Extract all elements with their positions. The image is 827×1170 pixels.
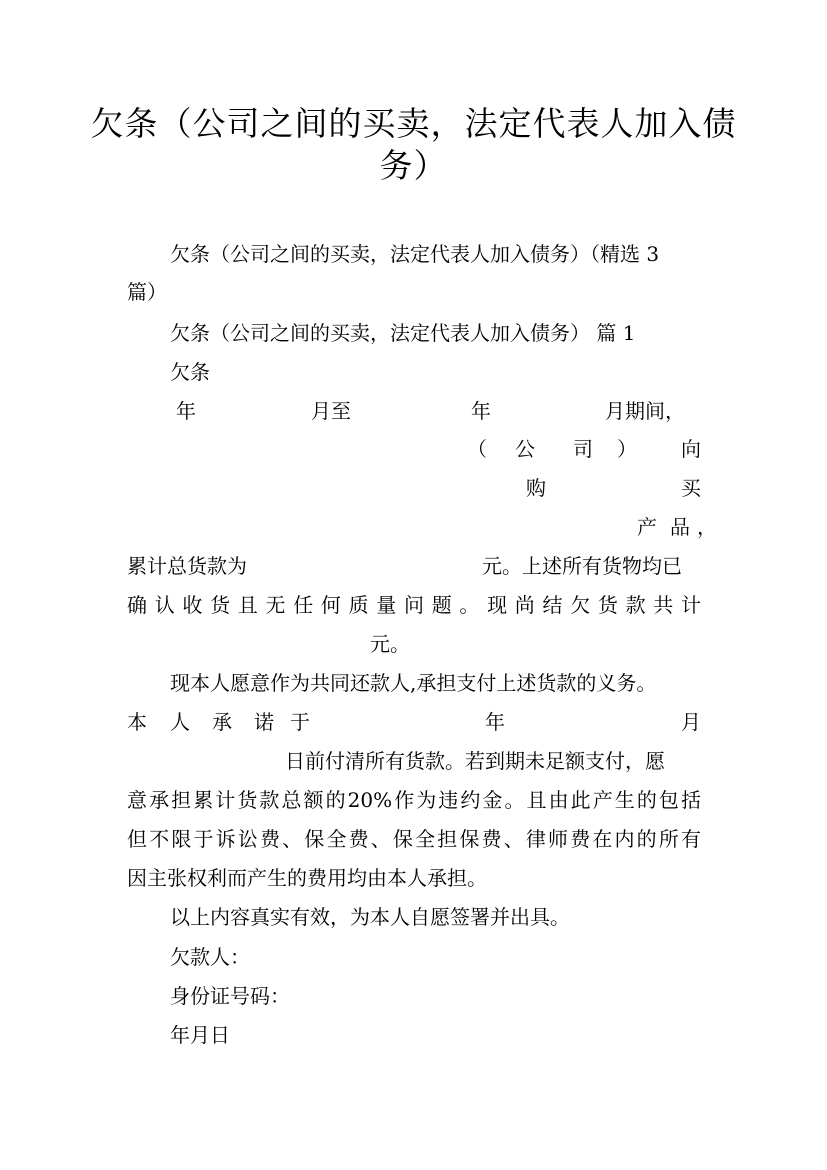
product-char-1: 产 — [637, 515, 657, 539]
document-title-line-2: 务） — [379, 146, 448, 185]
total-amount-tail: 元。上述所有货物均已 — [482, 554, 682, 578]
outstanding-yuan: 元。 — [370, 632, 410, 656]
company-close-paren: ） — [617, 437, 637, 461]
intro-line-1: 欠条（公司之间的买卖，法定代表人加入债务）（精选 3 — [170, 242, 660, 266]
total-amount-label: 累计总货款为 — [127, 554, 247, 578]
willing-line: 现本人愿意作为共同还款人,承担支付上述货款的义务。 — [170, 671, 657, 695]
note-title: 欠条 — [170, 360, 210, 384]
company-to: 向 — [681, 437, 701, 461]
intro-line-2: 篇） — [127, 280, 167, 304]
company-open-paren: （ — [467, 437, 487, 461]
company-char-1: 公 — [515, 437, 535, 461]
promise-char-5: 于 — [290, 710, 310, 734]
period-year-2: 年 — [471, 399, 491, 423]
purchase-char-2: 买 — [681, 476, 701, 500]
quality-line: 确认收货且无任何质量问题。现尚结欠货款共计 — [127, 593, 701, 617]
date-label: 年月日 — [170, 1023, 230, 1047]
document-title-line-1: 欠条（公司之间的买卖，法定代表人加入债 — [90, 104, 737, 143]
promise-month: 月 — [681, 710, 701, 734]
section-heading: 欠条（公司之间的买卖，法定代表人加入债务） 篇 1 — [170, 321, 636, 345]
period-month-period: 月期间， — [605, 399, 685, 423]
promise-char-1: 本 — [127, 710, 147, 734]
id-number-label: 身份证号码： — [170, 984, 290, 1008]
promise-char-2: 人 — [170, 710, 190, 734]
purchase-char-1: 购 — [526, 476, 546, 500]
period-month-to: 月至 — [311, 399, 351, 423]
fees-line: 但不限于诉讼费、保全费、保全担保费、律师费在内的所有 — [127, 827, 701, 851]
promise-year: 年 — [485, 710, 505, 734]
product-char-2: 品 — [670, 515, 690, 539]
penalty-line: 意承担累计货款总额的20%作为违约金。且由此产生的包括 — [127, 788, 701, 812]
debtor-label: 欠款人： — [170, 945, 250, 969]
promise-char-4: 诺 — [254, 710, 274, 734]
deadline-line: 日前付清所有货款。若到期未足额支付，愿 — [285, 749, 665, 773]
truth-statement: 以上内容真实有效，为本人自愿签署并出具。 — [170, 905, 570, 929]
period-year-1: 年 — [176, 399, 196, 423]
product-comma: ， — [697, 515, 717, 539]
company-char-2: 司 — [573, 437, 593, 461]
cost-line: 因主张权利而产生的费用均由本人承担。 — [127, 866, 487, 890]
promise-char-3: 承 — [212, 710, 232, 734]
